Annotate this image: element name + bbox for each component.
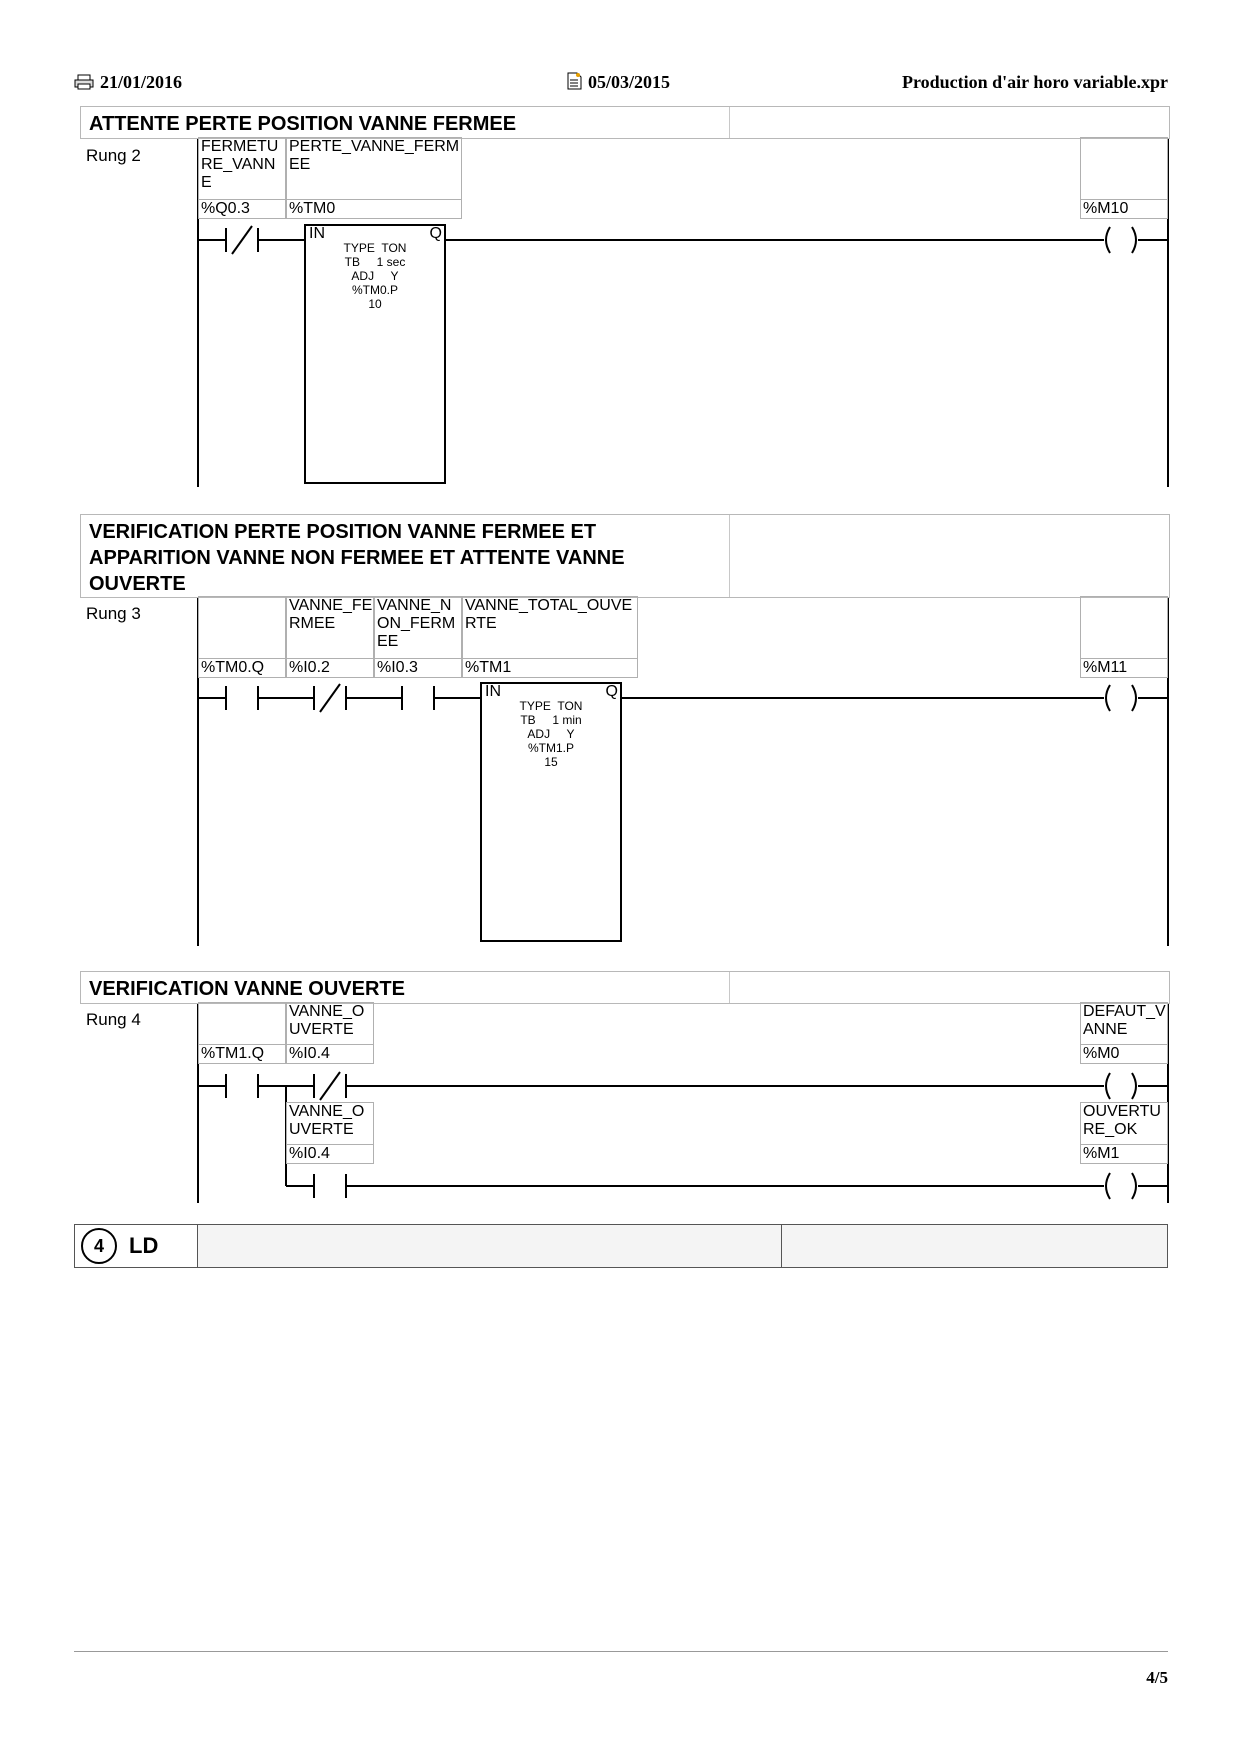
rung4-coil1-address: %M0: [1080, 1044, 1168, 1064]
rung3-timer-address: %TM1: [462, 658, 638, 678]
timer-q-label: Q: [429, 225, 442, 242]
rung4-coil2-address: %M1: [1080, 1144, 1168, 1164]
rung3-title: VERIFICATION PERTE POSITION VANNE FERMEE ET APPARITION VANNE NON FERMEE ET ATTENTE VANNE OUVERTE: [89, 521, 625, 595]
timer-in-label: IN: [485, 683, 501, 700]
rung2-coil-symbol: [1080, 137, 1168, 199]
timer-q-label: Q: [605, 683, 618, 700]
rung3-contact1-address: %TM0.Q: [198, 658, 286, 678]
rung3-timer-symbol: VANNE_TOTAL_OUVERTE: [462, 596, 638, 658]
print-date: 21/01/2016: [74, 72, 182, 95]
rung2-contact1-symbol: FERMETURE_VANNE: [198, 137, 286, 199]
rung2-contact1-address: %Q0.3: [198, 199, 286, 219]
rung4-contact2-address: %I0.4: [286, 1044, 374, 1064]
rung4-coil1-symbol: DEFAUT_VANNE: [1080, 1002, 1168, 1044]
rung2-timer-symbol: PERTE_VANNE_FERMEE: [286, 137, 462, 199]
section-label: LD: [129, 1233, 159, 1258]
footer-rule: [74, 1651, 1168, 1652]
title-divider: [729, 515, 730, 597]
timer-params: TYPE TON TB 1 min ADJ Y %TM1.P 15: [519, 699, 583, 769]
section-ld-header: [74, 1224, 1168, 1268]
rung2-timer-address: %TM0: [286, 199, 462, 219]
rung2-timer-block: [304, 224, 446, 484]
rung3-contact2-address: %I0.2: [286, 658, 374, 678]
rung3-title-box: [80, 514, 1170, 598]
rung3-label: Rung 3: [86, 604, 141, 623]
rung3-contact1-symbol: [198, 596, 286, 658]
rung3-contact3-symbol: VANNE_NON_FERMEE: [374, 596, 462, 658]
timer-params: TYPE TON TB 1 sec ADJ Y %TM0.P 10: [343, 241, 407, 311]
rung3-coil-symbol: [1080, 596, 1168, 658]
title-divider: [729, 107, 730, 138]
rung4-title: VERIFICATION VANNE OUVERTE: [89, 978, 405, 1000]
page-number: 4/5: [1146, 1668, 1168, 1687]
rung4-contact2-symbol: VANNE_OUVERTE: [286, 1002, 374, 1044]
rung4-contact1-symbol: [198, 1002, 286, 1044]
file-date: 05/03/2015: [566, 72, 670, 95]
section-number: 4: [81, 1228, 117, 1264]
rung2-coil-address: %M10: [1080, 199, 1168, 219]
rung3-contact3-address: %I0.3: [374, 658, 462, 678]
rung3-timer-block: [480, 682, 622, 942]
title-divider: [729, 972, 730, 1003]
rung2-title: ATTENTE PERTE POSITION VANNE FERMEE: [89, 113, 517, 135]
timer-in-label: IN: [309, 225, 325, 242]
rung4-label: Rung 4: [86, 1010, 141, 1029]
rung4-title-box: [80, 971, 1170, 1004]
rung4-contact3-symbol: VANNE_OUVERTE: [286, 1102, 374, 1144]
rung2-title-box: [80, 106, 1170, 139]
rung2-label: Rung 2: [86, 146, 141, 165]
section-ld-label-cell: [75, 1225, 198, 1267]
rung4-contact3-address: %I0.4: [286, 1144, 374, 1164]
rung4-contact1-address: %TM1.Q: [198, 1044, 286, 1064]
rung4-coil2-symbol: OUVERTURE_OK: [1080, 1102, 1168, 1144]
section-divider: [781, 1225, 782, 1267]
rung3-coil-address: %M11: [1080, 658, 1168, 678]
rung3-contact2-symbol: VANNE_FERMEE: [286, 596, 374, 658]
file-name: Production d'air horo variable.xpr: [901, 72, 1168, 92]
